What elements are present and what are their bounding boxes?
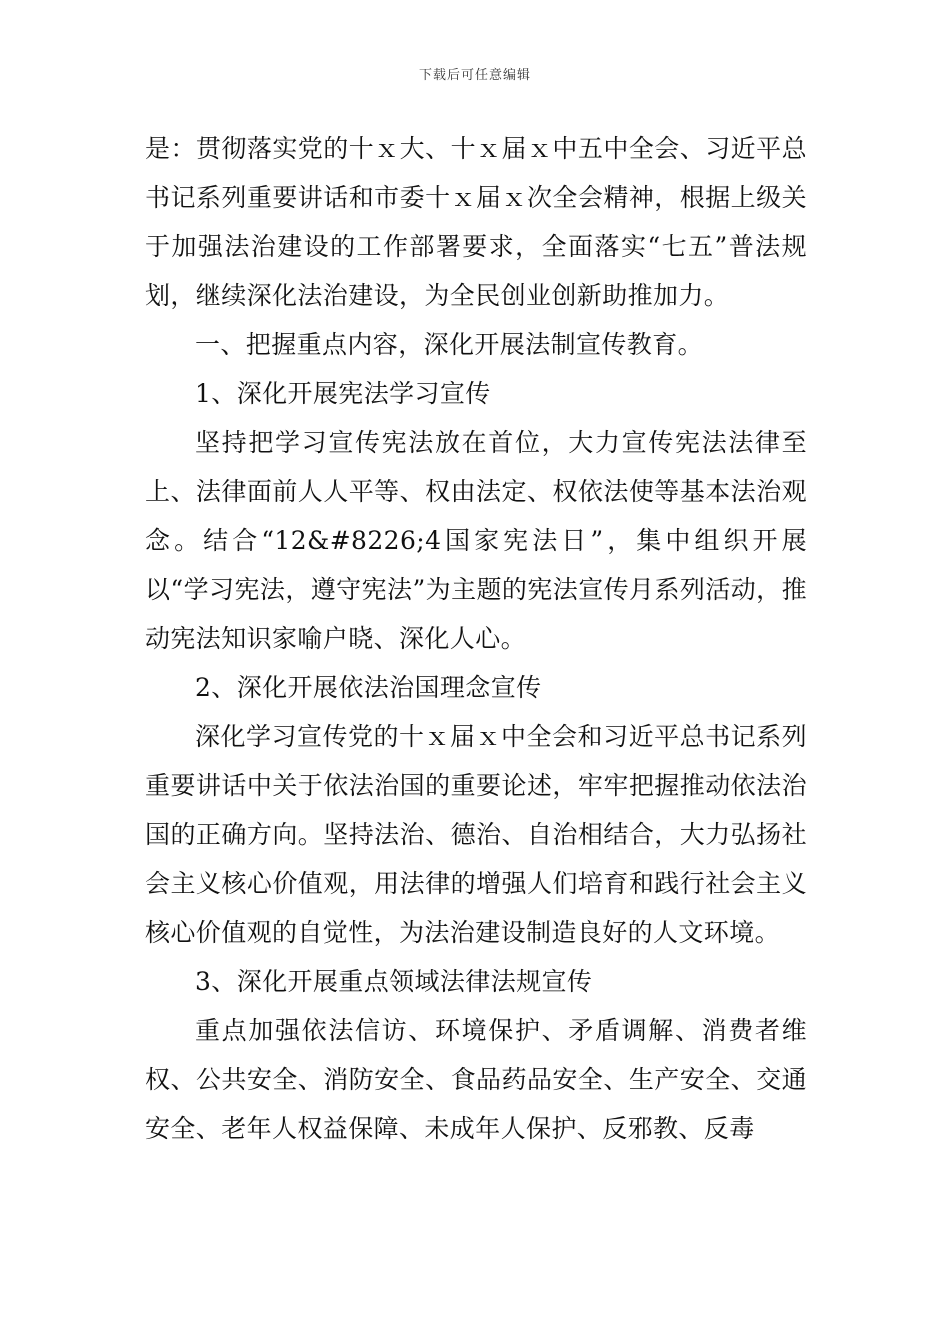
- paragraph-constitution: 坚持把学习宣传宪法放在首位，大力宣传宪法法律至上、法律面前人人平等、权由法定、权依法使等基本法治观念。结合“12&#8226;4国家宪法日”，集中组织开展以“学习宪法，遵守宪法”为主题的宪法宣传月系列活动，推动宪法知识家喻户晓、深化人心。: [145, 428, 807, 653]
- paragraph-intro: 是：贯彻落实党的十ｘ大、十ｘ届ｘ中五中全会、习近平总书记系列重要讲话和市委十ｘ届ｘ次全会精神，根据上级关于加强法治建设的工作部署要求，全面落实“七五”普法规划，继续深化法治建设，为全民创业创新助推加力。: [145, 134, 807, 310]
- document-body: [145, 124, 807, 1153]
- paragraph-key-areas: 重点加强依法信访、环境保护、矛盾调解、消费者维权、公共安全、消防安全、食品药品安全、生产安全、交通安全、老年人权益保障、未成年人保护、反邪教、反毒: [145, 1016, 807, 1143]
- subheading-constitution: 1、深化开展宪法学习宣传: [195, 379, 491, 408]
- subheading-rule-of-law: 2、深化开展依法治国理念宣传: [195, 673, 542, 702]
- subheading-key-areas: 3、深化开展重点领域法律法规宣传: [195, 967, 593, 996]
- section-heading-1: 一、把握重点内容，深化开展法制宣传教育。: [195, 330, 704, 359]
- paragraph-rule-of-law: 深化学习宣传党的十ｘ届ｘ中全会和习近平总书记系列重要讲话中关于依法治国的重要论述，牢牢把握推动依法治国的正确方向。坚持法治、德治、自治相结合，大力弘扬社会主义核心价值观，用法律的增强人们培育和践行社会主义核心价值观的自觉性，为法治建设制造良好的人文环境。: [145, 722, 807, 947]
- page-header-note: 下载后可任意编辑: [418, 68, 531, 83]
